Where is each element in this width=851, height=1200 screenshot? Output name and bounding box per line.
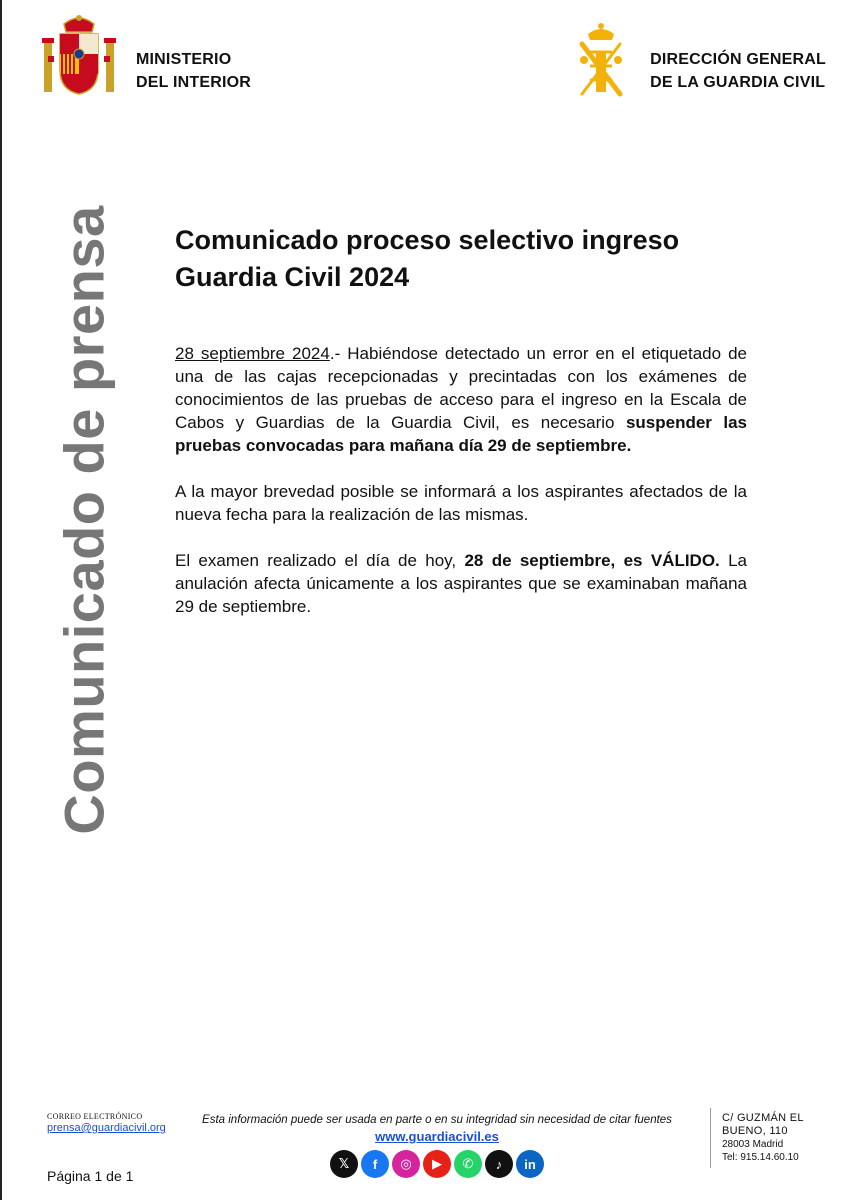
document-title: Comunicado proceso selectivo ingreso Guardia Civil 2024 bbox=[175, 225, 680, 292]
facebook-icon[interactable]: f bbox=[361, 1150, 389, 1178]
paragraph-3-text-after: La anulación afecta únicamente a los aspirantes que se examinaban mañana 29 de septiembre. bbox=[175, 551, 748, 616]
ministry-line-2: DEL INTERIOR bbox=[136, 74, 252, 91]
guardia-civil-emblem-icon bbox=[572, 22, 630, 104]
ministry-line-1: MINISTERIO bbox=[136, 51, 232, 68]
side-label: Comunicado de prensa bbox=[52, 205, 116, 835]
usage-notice: Esta información puede ser usada en parte o en su integridad sin necesidad de citar fuentes bbox=[202, 1114, 672, 1126]
youtube-icon[interactable]: ▶ bbox=[423, 1150, 451, 1178]
paragraph-1 bbox=[175, 342, 747, 457]
tiktok-icon[interactable]: ♪ bbox=[485, 1150, 513, 1178]
direccion-general-name bbox=[650, 48, 826, 94]
address-phone: Tel: 915.14.60.10 bbox=[722, 1152, 799, 1163]
side-label-container bbox=[44, 200, 124, 840]
page-number: Página 1 de 1 bbox=[47, 1168, 134, 1184]
press-date: 28 septiembre 2024 bbox=[175, 344, 330, 363]
x-icon[interactable]: 𝕏 bbox=[330, 1150, 358, 1178]
instagram-icon[interactable]: ◎ bbox=[392, 1150, 420, 1178]
footer-contact bbox=[47, 1112, 166, 1134]
paragraph-3 bbox=[175, 549, 747, 618]
whatsapp-icon[interactable]: ✆ bbox=[454, 1150, 482, 1178]
spain-coat-of-arms-icon bbox=[40, 12, 118, 98]
email-link[interactable]: prensa@guardiacivil.org bbox=[47, 1122, 166, 1134]
direction-line-1: DIRECCIÓN GENERAL bbox=[650, 51, 826, 68]
paragraph-1-bold: suspender las pruebas convocadas para mañana día 29 de septiembre. bbox=[175, 413, 748, 455]
footer-address bbox=[722, 1112, 804, 1164]
email-label: CORREO ELECTRÓNICO bbox=[47, 1112, 143, 1121]
address-line-2: BUENO, 110 bbox=[722, 1125, 788, 1137]
footer-info bbox=[200, 1114, 674, 1178]
address-line-1: C/ GUZMÁN EL bbox=[722, 1112, 804, 1124]
page-left-border bbox=[0, 0, 2, 1200]
social-icons bbox=[200, 1150, 674, 1178]
footer-divider bbox=[710, 1108, 711, 1168]
paragraph-1-text: .- Habiéndose detectado un error en el etiquetado de una de las cajas recepcionadas y precintadas con los exámenes de conocimientos de las pruebas de acceso para el ingreso en la Escala de Cabos y Guardias de la Guardia Civil, es necesario bbox=[175, 344, 747, 432]
address-line-3: 28003 Madrid bbox=[722, 1139, 784, 1150]
direction-line-2: DE LA GUARDIA CIVIL bbox=[650, 74, 826, 91]
linkedin-icon[interactable]: in bbox=[516, 1150, 544, 1178]
paragraph-3-bold: 28 de septiembre, es VÁLIDO. bbox=[464, 551, 720, 570]
paragraph-3-text-before: El examen realizado el día de hoy, bbox=[175, 551, 465, 570]
document-body bbox=[175, 342, 747, 641]
website-link[interactable]: www.guardiacivil.es bbox=[375, 1129, 499, 1144]
ministry-name bbox=[136, 48, 251, 94]
paragraph-2: A la mayor brevedad posible se informará a los aspirantes afectados de la nueva fecha para la realización de las mismas. bbox=[175, 482, 747, 524]
